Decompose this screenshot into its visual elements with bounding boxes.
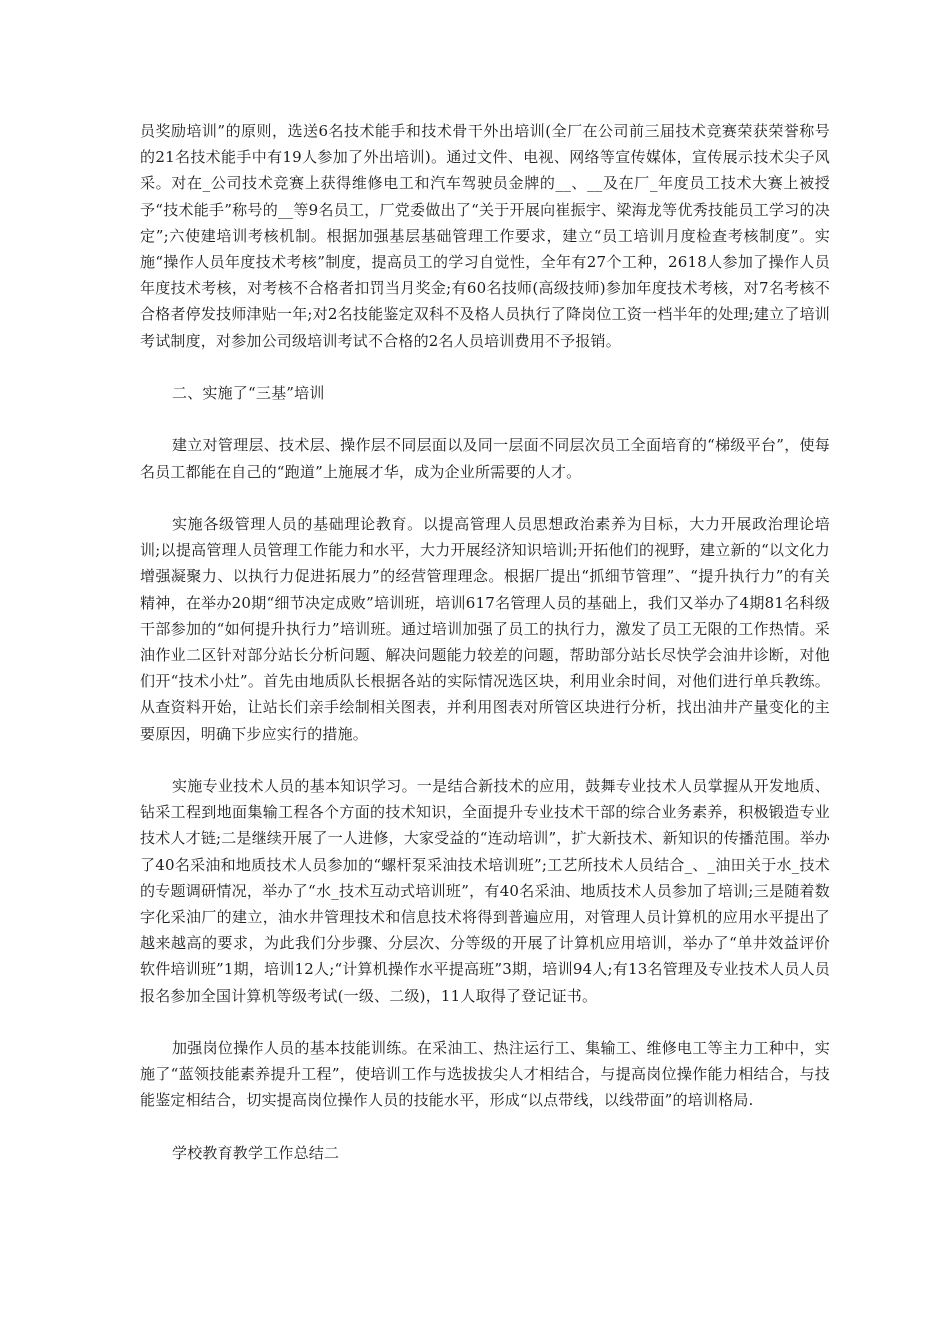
section-heading-three-basics: 二、实施了“三基”培训 [172,384,325,403]
document-body [140,118,830,1192]
paragraph-management-education: 实施各级管理人员的基础理论教育。以提高管理人员思想政治素养为目标，大力开展政治理论培训;以提高管理人员管理工作能力和水平，大力开展经济知识培训;开拓他们的视野，建立新的“以文化力增强凝聚力、以执行力促进拓展力”的经营管理理念。根据厂提出“抓细节管理”、“提升执行力”的有关精神，在举办20期“细节决定成败”培训班，培训617名管理人员的基础上，我们又举办了4期81名科级干部参加的“如何提升执行力”培训班。通过培训加强了员工的执行力，激发了员工无限的工作热情。采油作业二区针对部分站长分析问题、解决问题能力较差的问题，帮助部分站长尽快学会油井诊断，对他们开“技术小灶”。首先由地质队长根据各站的实际情况选区块，利用业余时间，对他们进行单兵教练。从查资料开始，让站长们亲手绘制相关图表，并利用图表对所管区块进行分析，找出油井产量变化的主要原因，明确下步应实行的措施。 [140,515,830,743]
paragraph-tiered-platform: 建立对管理层、技术层、操作层不同层面以及同一层面不同层次员工全面培育的“梯级平台”，使每名员工都能在自己的“跑道”上施展才华，成为企业所需要的人才。 [140,436,830,481]
paragraph-operator-skills: 加强岗位操作人员的基本技能训练。在采油工、热注运行工、集输工、维修电工等主力工种中，实施了“蓝领技能素养提升工程”，使培训工作与选拔拔尖人才相结合，与提高岗位操作能力相结合，与技能鉴定相结合，切实提高岗位操作人员的技能水平，形成“以点带线，以线带面”的培训格局. [140,1039,830,1110]
paragraph-technical-learning: 实施专业技术人员的基本知识学习。一是结合新技术的应用，鼓舞专业技术人员掌握从开发地质、钻采工程到地面集输工程各个方面的技术知识，全面提升专业技术干部的综合业务素养，积极锻造专业技术人才链;二是继续开展了一人进修，大家受益的“连动培训”，扩大新技术、新知识的传播范围。举办了40名采油和地质技术人员参加的“螺杆泵采油技术培训班”;工艺所技术人员结合_、_油田关于水_技术的专题调研情况，举办了“水_技术互动式培训班”，有40名采油、地质技术人员参加了培训;三是随着数字化采油厂的建立，油水井管理技术和信息技术将得到普遍应用，对管理人员计算机的应用水平提出了越来越高的要求，为此我们分步骤、分层次、分等级的开展了计算机应用培训，举办了“单井效益评价软件培训班”1期，培训12人;“计算机操作水平提高班”3期，培训94人;有13名管理及专业技术人员人员报名参加全国计算机等级考试(一级、二级)，11人取得了登记证书。 [140,777,830,1005]
paragraph-training-assessment: 员奖励培训”的原则，选送6名技术能手和技术骨干外出培训(全厂在公司前三届技术竞赛荣获荣誉称号的21名技术能手中有19人参加了外出培训)。通过文件、电视、网络等宣传媒体，宣传展示技术尖子风采。对在_公司技术竞赛上获得维修电工和汽车驾驶员金牌的__、__及在厂_年度员工技术大赛上被授予“技术能手”称号的__等9名员工，厂党委做出了“关于开展向崔振宇、梁海龙等优秀技能员工学习的决定”;六使建培训考核机制。根据加强基层基础管理工作要求，建立“员工培训月度检查考核制度”。实施“操作人员年度技术考核”制度，提高员工的学习自觉性，全年有27个工种，2618人参加了操作人员年度技术考核，对考核不合格者扣罚当月奖金;有60名技师(高级技师)参加年度技术考核，对7名考核不合格者停发技师津贴一年;对2名技能鉴定双科不及格人员执行了降岗位工资一档半年的处理;建立了培训考试制度，对参加公司级培训考试不合格的2名人员培训费用不予报销。 [140,122,830,350]
section-heading-school-summary: 学校教育教学工作总结二 [172,1143,340,1162]
